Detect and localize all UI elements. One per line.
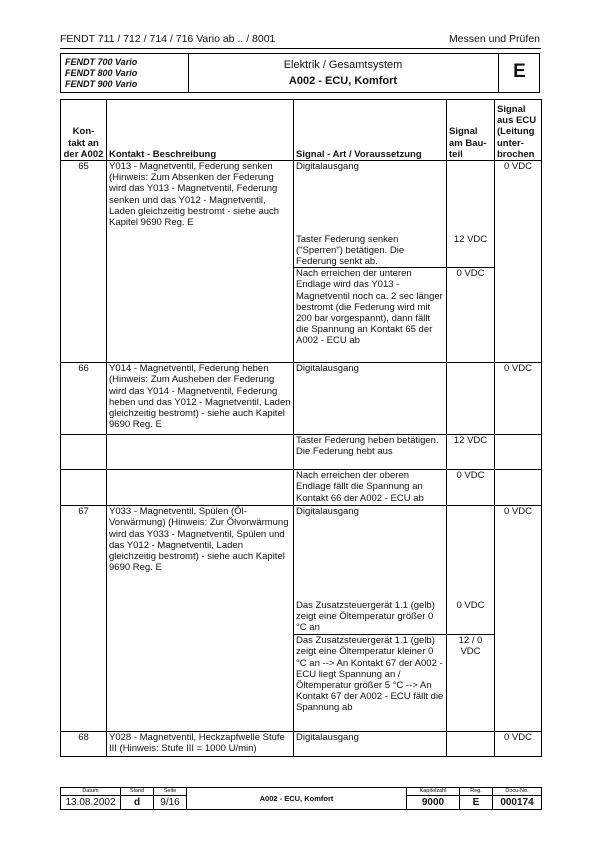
col-header-signal-ecu: Signal aus ECU (Leitung unter- brochen: [495, 100, 542, 161]
col-header-signal: Signal - Art / Voraussetzung: [294, 100, 447, 161]
contact-number: 68: [61, 732, 107, 757]
col-header-contact: Kon- takt an der A002: [61, 100, 107, 161]
signal-text: Digitalausgang: [294, 732, 447, 757]
page-header-line: [60, 33, 540, 47]
signal-part-value: 12 VDC: [447, 435, 495, 470]
signal-part-value: 12 VDC: [447, 234, 495, 268]
table-row: [61, 363, 542, 435]
table-row: [61, 161, 542, 234]
footer-label-date: Datum: [61, 788, 121, 796]
table-row: [61, 268, 542, 363]
footer-stand: d: [121, 796, 154, 810]
signal-text: Digitalausgang: [294, 161, 447, 234]
footer-table: [60, 787, 542, 810]
footer-label-chapter: Kapitelzahl: [407, 788, 460, 796]
contact-number: 65: [61, 161, 107, 234]
footer-date: 13.08.2002: [61, 796, 121, 810]
signal-part-value: [447, 732, 495, 757]
contact-description: Y033 - Magnetventil, Spülen (Öl-Vorwärmung) (Hinweis: Zur Ölvorwärmung wird das Y033 - Magnetventil, Spülen und das Y012 - Magnetventil, Laden gleichzeitig bestromt) - siehe auch Kapitel 9690 Reg. E: [107, 506, 294, 600]
signal-part-value: 0 VDC: [447, 268, 495, 363]
table-row: [61, 506, 542, 600]
footer-page: 9/16: [154, 796, 187, 810]
footer-label-reg: Reg.: [460, 788, 493, 796]
contact-description: Y028 - Magnetventil, Heckzapfwelle Stufe III (Hinweis: Stufe III = 1000 U/min): [107, 732, 294, 757]
contact-number: 67: [61, 506, 107, 600]
footer-chapter: 9000: [407, 796, 460, 810]
signal-part-value: [447, 161, 495, 234]
contact-number: 66: [61, 363, 107, 435]
table-header-row: [61, 100, 542, 161]
contact-description: Y014 - Magnetventil, Federung heben (Hinweis: Zum Ausheben der Federung wird das Y014 - Magnetventil, Federung heben und das Y012 - Magnetventil, Laden gleichzeitig bestromt) - siehe auch Kapitel 9690 Reg. E: [107, 363, 294, 435]
section-title: Messen und Prüfen: [448, 33, 540, 45]
table-row: [61, 600, 542, 635]
signal-ecu-value: 0 VDC: [495, 506, 542, 732]
footer-label-page: Seite: [154, 788, 187, 796]
signal-text: Digitalausgang: [294, 506, 447, 600]
signal-ecu-value: 0 VDC: [495, 161, 542, 363]
signal-text: Taster Federung heben betätigen. Die Federung hebt aus: [294, 435, 447, 470]
signal-text: Nach erreichen der unteren Endlage wird das Y013 - Magnetventil noch ca. 2 sec länger bestromt (die Federung wird mit 200 bar vorgespannt), dann fällt die Spannung an Kontakt 65 der A002 - ECU ab: [294, 268, 447, 363]
signal-part-value: [447, 363, 495, 435]
footer-label-stand: Stand: [121, 788, 154, 796]
header-subtitle: A002 - ECU, Komfort: [288, 75, 398, 87]
table-row: [61, 635, 542, 732]
footer-label-docu: Docu-No.: [493, 788, 542, 796]
table-row: [61, 234, 542, 268]
top-divider: [60, 48, 541, 49]
header-title: Elektrik / Gesamtsystem: [283, 59, 403, 71]
signal-text: Das Zusatzsteuergerät 1.1 (gelb) zeigt eine Öltemperatur größer 0 °C an: [294, 600, 447, 635]
signal-text: Taster Federung senken ("Sperren") betätigen. Die Federung senkt ab.: [294, 234, 447, 268]
table-row: [61, 435, 542, 470]
footer-title: A002 - ECU, Komfort: [187, 788, 407, 810]
signal-text: Nach erreichen der oberen Endlage fällt die Spannung an Kontakt 66 der A002 - ECU ab: [294, 470, 447, 506]
table-row: [61, 470, 542, 506]
series-item: FENDT 800 Vario: [65, 68, 138, 78]
model-line: FENDT 711 / 712 / 714 / 716 Vario ab .. / 8001: [60, 33, 276, 45]
footer-reg: E: [460, 796, 493, 810]
contact-description: Y013 - Magnetventil, Federung senken (Hinweis: Zum Absenken der Federung wird das Y013 - Magnetventil, Federung senken und das Y012 - Magnetventil, Laden gleichzeitig bestromt - siehe auch Kapitel 9690 Reg. E: [107, 161, 294, 234]
signal-text: Das Zusatzsteuergerät 1.1 (gelb) zeigt eine Öltemperatur kleiner 0 °C an --> An Kontakt 67 der A002 - ECU liegt Spannung an / Öltemperatur größer 5 °C --> An Kontakt 67 der A002 - ECU fällt die Spannung ab: [294, 635, 447, 732]
col-header-description: Kontakt - Beschreibung: [107, 100, 294, 161]
signal-ecu-value: 0 VDC: [495, 363, 542, 435]
register-letter: E: [513, 61, 526, 82]
signal-part-value: [447, 506, 495, 600]
contact-table: [60, 99, 542, 757]
signal-part-value: 12 / 0 VDC: [447, 635, 495, 732]
footer-docu: 000174: [493, 796, 542, 810]
signal-part-value: 0 VDC: [447, 470, 495, 506]
table-row: [61, 732, 542, 757]
signal-part-value: 0 VDC: [447, 600, 495, 635]
signal-ecu-value: 0 VDC: [495, 732, 542, 757]
document-header-box: [60, 53, 540, 93]
series-list: [65, 57, 137, 90]
signal-text: Digitalausgang: [294, 363, 447, 435]
series-item: FENDT 900 Vario: [65, 79, 138, 89]
col-header-signal-part: Signal am Bau- teil: [447, 100, 495, 161]
series-item: FENDT 700 Vario: [65, 57, 138, 67]
